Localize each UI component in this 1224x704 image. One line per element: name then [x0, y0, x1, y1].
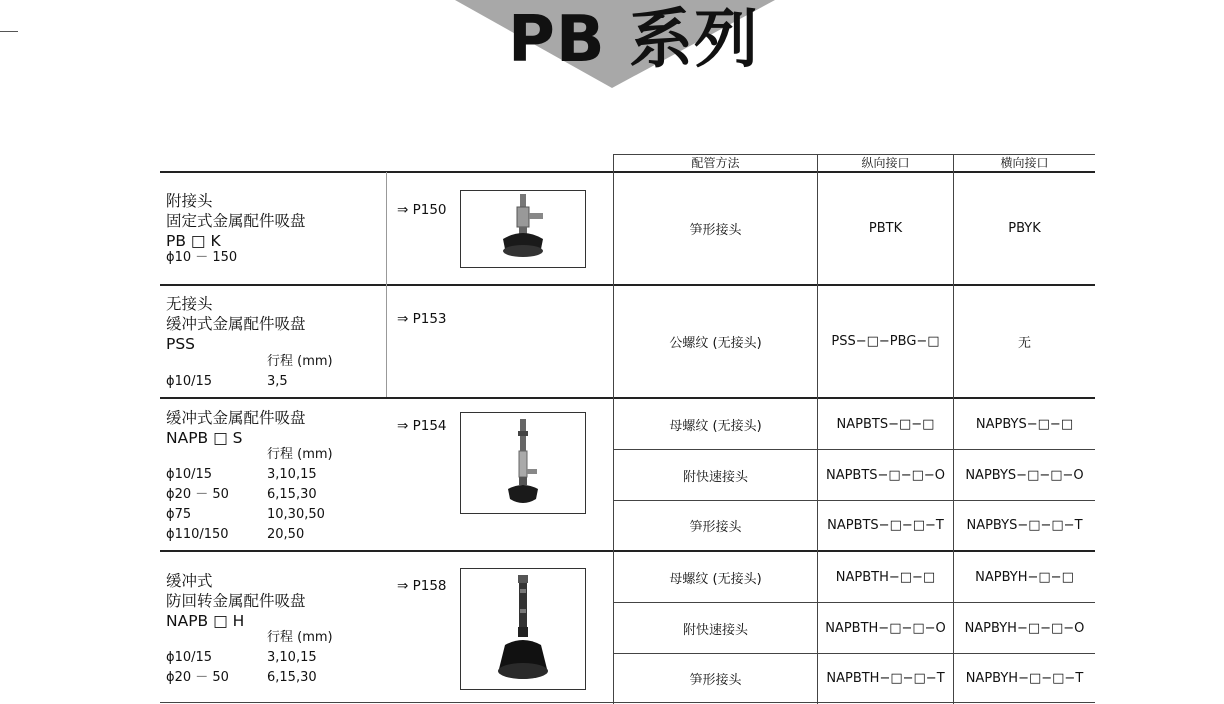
group-4-vertical-3: NAPBTH−□−□−T — [826, 670, 945, 686]
group-3-horizontal-3: NAPBYS−□−□−T — [966, 518, 1083, 533]
group-3-product-image — [460, 412, 586, 514]
group-4-size-2: ϕ20 － 50 — [166, 670, 229, 685]
group-3-stroke-3: 10,30,50 — [267, 507, 325, 522]
group-4-line-1: 缓冲式 — [166, 572, 213, 590]
group-1-line-2: 固定式金属配件吸盘 — [166, 212, 306, 230]
group-3-method-2: 附快速接头 — [682, 469, 748, 485]
group-4-product-image — [460, 568, 586, 690]
label-divider — [386, 172, 387, 397]
group-2-stroke-1: 3,5 — [267, 374, 288, 389]
group-4-horizontal-2: NAPBYH−□−□−O — [964, 620, 1085, 636]
group-3-horizontal-1: NAPBYS−□−□ — [975, 416, 1074, 432]
group-3-model: NAPB □ S — [166, 429, 243, 447]
group-2-size-1: ϕ10/15 — [166, 374, 213, 389]
group-2-line-2: 缓冲式金属配件吸盘 — [166, 315, 306, 333]
group-3-method-3: 笋形接头 — [689, 520, 742, 535]
group-3-line-1: 缓冲式金属配件吸盘 — [166, 409, 306, 427]
group-1-vertical-model: PBTK — [868, 221, 903, 236]
page-title: PB 系列 — [508, 3, 759, 77]
group-2-horizontal-model: 无 — [1017, 336, 1031, 351]
group-4-method-1: 母螺纹 (无接头) — [669, 571, 762, 587]
group-2-page-ref[interactable]: ⇒ P153 — [397, 311, 447, 327]
group-3-stroke-label: 行程 (mm) — [267, 447, 333, 462]
group-4-line-2: 防回转金属配件吸盘 — [166, 592, 306, 610]
group-4-vertical-2: NAPBTH−□−□−O — [825, 620, 946, 636]
group-1-product-image — [460, 190, 586, 268]
group-4-method-2: 附快速接头 — [682, 622, 748, 638]
group-3-size-4: ϕ110/150 — [166, 527, 229, 542]
group-1-horizontal-model: PBYK — [1008, 221, 1041, 236]
suction-cup-s-illustration — [461, 413, 585, 513]
group-3-vertical-1: NAPBTS−□−□ — [836, 416, 935, 432]
group-3-stroke-2: 6,15,30 — [267, 487, 317, 502]
group-4-horizontal-3: NAPBYH−□−□−T — [965, 670, 1084, 686]
group-1-line-1: 附接头 — [166, 192, 213, 210]
group-3-page-ref[interactable]: ⇒ P154 — [397, 418, 447, 434]
group-4-bottom-rule — [160, 702, 1095, 703]
group-3-stroke-1: 3,10,15 — [267, 467, 317, 482]
group-4-model: NAPB □ H — [166, 612, 245, 630]
group-4-vertical-1: NAPBTH−□−□ — [835, 569, 936, 585]
group-2-model: PSS — [166, 335, 196, 353]
group-1-size: ϕ10 － 150 — [166, 250, 238, 265]
group-1-page-ref[interactable]: ⇒ P150 — [397, 202, 447, 218]
group-1-method: 笋形接头 — [689, 223, 742, 238]
group-2-stroke-label: 行程 (mm) — [267, 354, 333, 369]
group-4-size-1: ϕ10/15 — [166, 650, 213, 665]
group-3-stroke-4: 20,50 — [267, 527, 305, 542]
group-4-stroke-label: 行程 (mm) — [267, 630, 333, 645]
group-3-size-2: ϕ20 － 50 — [166, 487, 229, 502]
group-4-horizontal-1: NAPBYH−□−□ — [975, 569, 1074, 585]
group-4-page-ref[interactable]: ⇒ P158 — [397, 578, 447, 594]
group-2-vertical-model: PSS−□−PBG−□ — [831, 334, 940, 349]
group-3-size-1: ϕ10/15 — [166, 467, 213, 482]
header-piping: 配管方法 — [691, 156, 740, 170]
group-1-model: PB □ K — [166, 232, 221, 250]
group-3-size-3: ϕ75 — [166, 507, 192, 522]
group-3-method-1: 母螺纹 (无接头) — [669, 418, 762, 434]
suction-cup-h-illustration — [461, 569, 585, 689]
group-4-stroke-2: 6,15,30 — [267, 670, 317, 685]
group-4-stroke-1: 3,10,15 — [267, 650, 317, 665]
group-3-vertical-3: NAPBTS−□−□−T — [827, 518, 944, 533]
group-2-method: 公螺纹 (无接头) — [669, 336, 762, 351]
group-4-method-3: 笋形接头 — [689, 672, 742, 688]
header-horizontal: 横向接口 — [1000, 156, 1049, 170]
group-3-horizontal-2: NAPBYS−□−□−O — [965, 467, 1084, 483]
suction-cup-k-illustration — [461, 191, 585, 267]
group-3-vertical-2: NAPBTS−□−□−O — [825, 467, 946, 483]
header-vertical: 纵向接口 — [861, 156, 910, 170]
group-2-line-1: 无接头 — [166, 295, 213, 313]
